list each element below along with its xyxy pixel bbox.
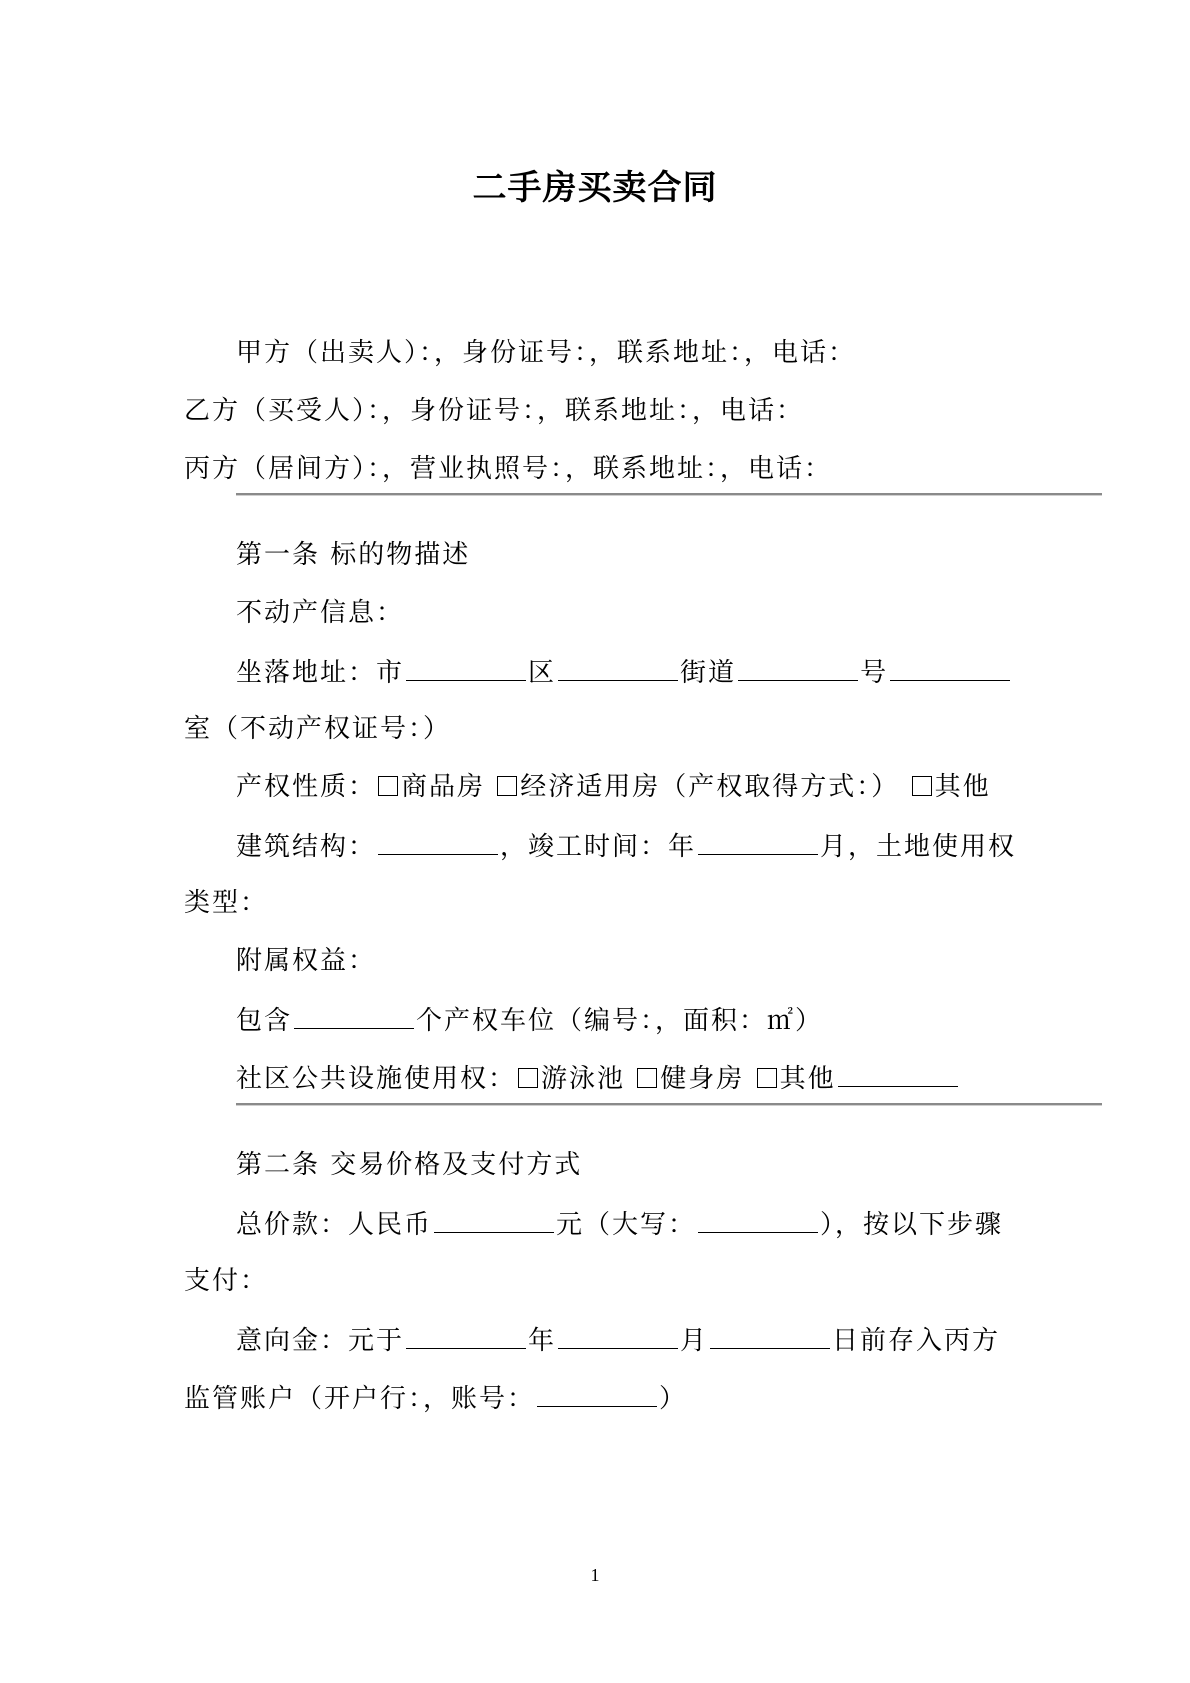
address-line (236, 654, 1012, 690)
land-type-line: 类型： (184, 888, 269, 918)
completion-year-blank (698, 828, 818, 855)
amount-upper-blank (698, 1206, 818, 1233)
nature-label: 产权性质： (236, 772, 377, 802)
nature-option-affordable: 经济适用房（产权取得方式：） (520, 772, 900, 802)
facility-option-other: 其他 (779, 1064, 836, 1094)
account-line (184, 1380, 687, 1416)
parking-line (236, 1002, 823, 1038)
rights-label: 附属权益： (236, 946, 377, 976)
checkbox-facility-other[interactable] (757, 1068, 777, 1088)
section-divider (236, 493, 1102, 496)
facilities-label: 社区公共设施使用权： (236, 1064, 517, 1094)
month-label: 月 (680, 1326, 709, 1356)
yuan-upper-label: 元（大写： (556, 1210, 697, 1240)
room-cert-line: 室（不动产权证号：） (184, 714, 452, 744)
page-number: 1 (590, 1565, 600, 1585)
street-label: 街道 (680, 658, 737, 688)
section-divider (236, 1103, 1102, 1106)
nature-option-other: 其他 (934, 772, 991, 802)
account-close: ） (659, 1384, 688, 1414)
year-label: 年 (528, 1326, 557, 1356)
article-2-heading: 第二条 交易价格及支付方式 (236, 1150, 583, 1180)
nature-option-commercial: 商品房 (401, 772, 486, 802)
city-blank (406, 654, 526, 681)
deposit-day-blank (710, 1322, 830, 1349)
completion-label: ，竣工时间：年 (500, 832, 697, 862)
pay-line: 支付： (184, 1266, 269, 1296)
structure-label: 建筑结构： (236, 832, 377, 862)
district-label: 区 (528, 658, 557, 688)
property-info-label: 不动产信息： (236, 598, 405, 628)
article-1-heading: 第一条 标的物描述 (236, 540, 471, 570)
checkbox-pool[interactable] (518, 1068, 538, 1088)
address-label: 坐落地址： (236, 658, 377, 688)
party-b-line: 乙方（买受人）：，身份证号：，联系地址：，电话： (184, 396, 805, 426)
deposit-line (236, 1322, 1000, 1358)
checkbox-nature-other[interactable] (912, 776, 932, 796)
facility-other-blank (838, 1060, 958, 1087)
party-c-line: 丙方（居间方）：，营业执照号：，联系地址：，电话： (184, 454, 833, 484)
parking-count-blank (294, 1002, 414, 1029)
document-title: 二手房买卖合同 (472, 168, 718, 208)
land-use-label: 月，土地使用权 (820, 832, 1017, 862)
deposit-tail: 日前存入丙方 (832, 1326, 1001, 1356)
account-prefix: 监管账户（开户行：，账号： (184, 1384, 536, 1414)
account-number-blank (537, 1380, 657, 1407)
deposit-label: 意向金：元于 (236, 1326, 405, 1356)
total-label: 总价款：人民币 (236, 1210, 433, 1240)
deposit-year-blank (406, 1322, 526, 1349)
city-label: 市 (376, 658, 405, 688)
parking-suffix: 个产权车位（编号：，面积：㎡） (416, 1006, 824, 1036)
structure-line (236, 828, 1016, 864)
property-nature-line (236, 770, 991, 804)
number-label: 号 (860, 658, 889, 688)
total-price-line (236, 1206, 1003, 1242)
checkbox-gym[interactable] (637, 1068, 657, 1088)
party-a-line: 甲方（出卖人）：，身份证号：，联系地址：，电话： (236, 338, 857, 368)
street-blank (738, 654, 858, 681)
structure-blank (378, 828, 498, 855)
checkbox-affordable[interactable] (497, 776, 517, 796)
checkbox-commercial[interactable] (378, 776, 398, 796)
steps-label: ），按以下步骤 (820, 1210, 1004, 1240)
district-blank (558, 654, 678, 681)
number-blank (890, 654, 1010, 681)
parking-prefix: 包含 (236, 1006, 293, 1036)
total-amount-blank (434, 1206, 554, 1233)
facility-option-pool: 游泳池 (541, 1064, 626, 1094)
facilities-line (236, 1060, 960, 1096)
facility-option-gym: 健身房 (660, 1064, 745, 1094)
deposit-month-blank (558, 1322, 678, 1349)
